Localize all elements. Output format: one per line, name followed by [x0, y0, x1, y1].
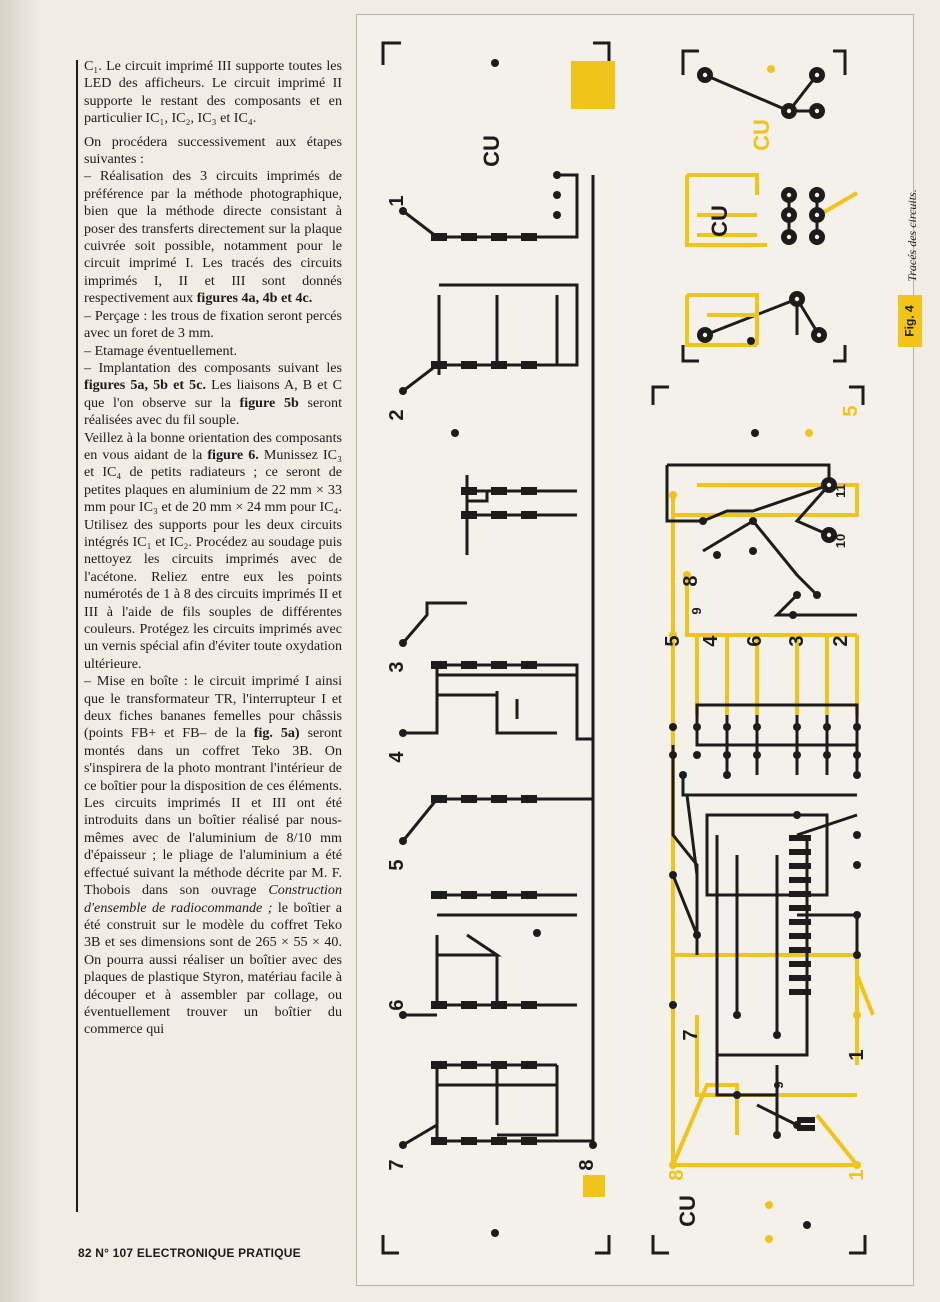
- figure-tag: Fig. 4: [898, 295, 922, 347]
- figure-ref-4abc: figures 4a, 4b et 4c.: [196, 290, 313, 307]
- pcb-board-small: [653, 51, 863, 437]
- pad-label-8: 8: [576, 1159, 598, 1171]
- pad-label-main-9: 9: [689, 607, 704, 615]
- paragraph-1: C₁. Le circuit imprimé III supporte toutes les LED des afficheurs. Le circuit imprimé II supporte le restant des composants et en particulier IC₁, IC₂, IC₃ et IC₄.: [84, 58, 342, 127]
- pad-label-main-7: 7: [680, 1029, 702, 1041]
- page-footer: 82 N° 107 ELECTRONIQUE PRATIQUE: [78, 1246, 301, 1260]
- pad-label-main-6: 6: [744, 635, 766, 647]
- figure-ref-5a: fig. 5a): [253, 725, 300, 742]
- page-gutter-shadow: [0, 0, 40, 1302]
- paragraph-6: – Implantation des composants suivant les figures 5a, 5b et 5c. Les liaisons A, B et C que l'on observe sur la figure 5b seront réalisées avec du fil souple.: [84, 359, 342, 429]
- figure-ref-6: figure 6.: [207, 446, 259, 463]
- pad-label-small-5: 5: [840, 405, 862, 417]
- pcb-figure: [357, 15, 913, 1285]
- figure-frame: [356, 14, 914, 1286]
- pad-label-main-1b: 1: [846, 1169, 868, 1181]
- pad-label-main-9b: 9: [771, 1081, 786, 1089]
- pcb-board-left: [383, 43, 609, 1253]
- pad-label-main-8: 8: [680, 575, 702, 587]
- pad-label-5: 5: [386, 859, 408, 871]
- pad-label-7: 7: [386, 1159, 408, 1171]
- pad-label-6: 6: [386, 999, 408, 1011]
- copper-side-label-left: CU: [479, 135, 504, 167]
- pad-label-1: 1: [386, 195, 408, 207]
- book-title: Construction d'ensemble de radiocommande ;: [84, 882, 342, 916]
- pad-label-main-11: 11: [833, 484, 848, 498]
- copper-swatch-bottom: [583, 1175, 605, 1197]
- left-pad-labels: [386, 195, 598, 1170]
- pad-label-main-4: 4: [700, 635, 722, 647]
- pad-label-main-10: 10: [833, 533, 848, 549]
- paragraph-7: Veillez à la bonne orientation des composants en vous aidant de la figure 6. Munissez IC₃ et IC₄ de petits radiateurs ; ce seront de petites plaques en aluminium de 22 mm × 33 mm pour IC₃ et de 20 mm × 24 mm pour IC₄. Utilisez des supports pour les deux circuits intégrés IC₁ et IC₂. Procédez au soudage puis nettoyez les circuits imprimés avec de l'acétone. Reliez entre eux les points numérotés de 1 à 8 des circuits imprimés II et III à l'aide de fils souples de différentes couleurs. Protégez les circuits imprimés avec un vernis spécial afin d'éviter toute oxydation ultérieure.: [84, 429, 342, 672]
- paragraph-5: – Etamage éventuellement.: [84, 342, 238, 359]
- paragraph-3: – Réalisation des 3 circuits imprimés de préférence par la méthode photographique, bien que la méthode directe consistant à poser des transferts directement sur la plaque cuivrée soit possible, notamment pour le circuit imprimé I. Les tracés des circuits imprimés I, II et III sont donnés respectivement aux figures 4a, 4b et 4c.: [84, 168, 342, 307]
- copper-swatch-top: [571, 61, 615, 109]
- figure-caption: Tracés des circuits.: [904, 188, 919, 282]
- copper-side-label-main: CU: [675, 1195, 700, 1227]
- pad-label-main-3: 3: [786, 635, 808, 647]
- paragraph-8: – Mise en boîte : le circuit imprimé I ainsi que le transformateur TR, l'interrupteur I et deux fiches bananes femelles pour châssis (points FB+ et FB– de la fig. 5a) seront montés dans un coffret Teko 3B. On s'inspirera de la photo montrant l'intérieur de ce boîtier pour la disposition de ces éléments. Les circuits imprimés II et III ont été introduits dans un boîtier réalisé par nous-mêmes avec de l'aluminium de 8/10 mm d'épaisseur ; le pliage de l'aluminium a été effectué suivant la méthode décrite par M. F. Thobois dans son ouvrage Construction d'ensemble de radiocommande ; le boîtier a été construit sur le modèle du coffret Teko 3B et ses dimensions sont de 265 × 55 × 40. On pourra aussi réaliser un boîtier avec des plaques de plastique Styron, matériau facile à découper et à assembler par collage, ou éventuellement trouver un boîtier du commerce qui: [84, 673, 343, 1038]
- column-rule: [76, 60, 78, 1212]
- figure-ref-5b: figure 5b: [239, 394, 299, 411]
- pad-label-main-5: 5: [662, 635, 684, 647]
- article-column: [84, 58, 342, 1039]
- figure-ref-5abc: figures 5a, 5b et 5c.: [84, 377, 206, 394]
- pad-label-main-1: 1: [846, 1049, 868, 1061]
- pad-label-3: 3: [386, 661, 408, 673]
- pad-label-4: 4: [386, 751, 408, 763]
- paragraph-4: – Perçage : les trous de fixation seront percés avec un foret de 3 mm.: [84, 307, 342, 342]
- pad-label-main-2: 2: [830, 635, 852, 647]
- copper-side-label-small-2: CU: [707, 205, 732, 237]
- copper-side-label-small: CU: [749, 119, 774, 151]
- paragraph-2: On procédera successivement aux étapes suivantes :: [84, 133, 342, 168]
- pad-label-main-8b: 8: [666, 1169, 688, 1181]
- pad-label-2: 2: [386, 409, 408, 421]
